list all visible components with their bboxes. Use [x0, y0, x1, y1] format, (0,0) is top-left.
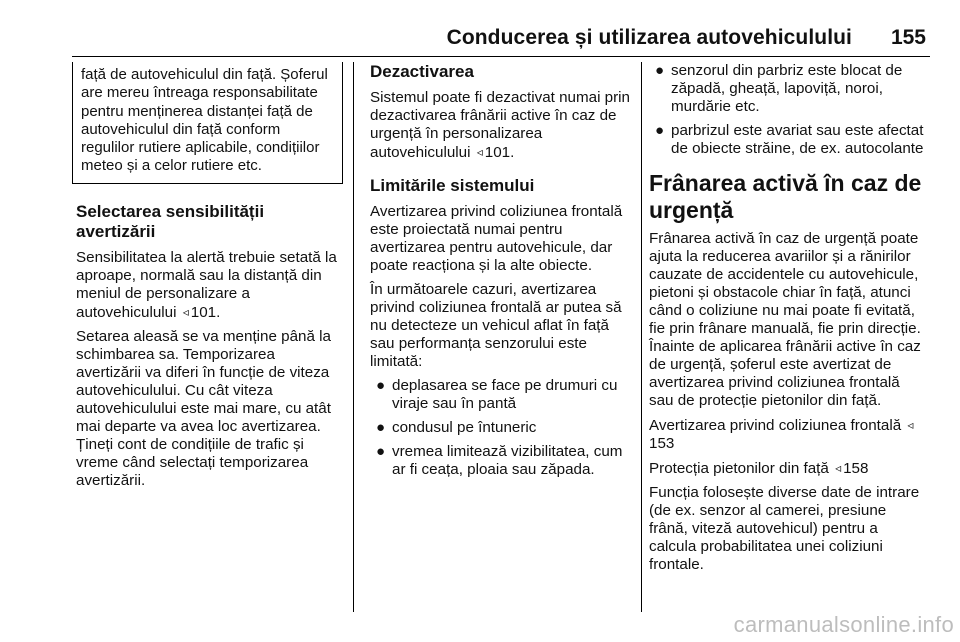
paragraph: Setarea aleasă se va menține până la schimbarea sa. Temporizarea avertizării va diferi în funcție de viteza autovehiculului. Cu cât viteza autovehiculului este mai mare, cu atât mai departe va avea loc avertizarea. Țineți cont de condițiile de trafic și vreme când selectați temporizarea avertizării. — [76, 327, 331, 489]
bullet-list — [370, 377, 635, 479]
list-item — [649, 122, 927, 158]
page-title: Conducerea și utilizarea autovehiculului — [446, 26, 852, 49]
cross-reference-text: Avertizarea privind coliziunea frontală — [649, 417, 902, 434]
cross-reference — [649, 416, 927, 453]
bullet-icon: ● — [376, 443, 386, 460]
list-item-text: parbrizul este avariat sau este afectat de obiecte străine, de ex. autocolante — [671, 122, 924, 157]
paragraph: În următoarele cazuri, avertizarea privind coliziunea frontală ar putea să nu detecteze un vehicul aflat în față sau performanța senzorului este limitată: — [370, 281, 622, 370]
bullet-icon: ● — [655, 62, 665, 79]
column-divider — [641, 62, 642, 612]
paragraph: Funcția folosește diverse date de intrare (de ex. senzor al camerei, presiune frână, viteză autovehicul) pentru a calcula probabilitatea unei coliziuni frontale. — [649, 484, 920, 573]
bullet-list — [649, 62, 927, 158]
column-1 — [76, 62, 341, 496]
cross-reference-text: Protecția pietonilor din față — [649, 460, 829, 477]
paragraph: Avertizarea privind coliziunea frontală este proiectată numai pentru avertizarea pentru autovehicule, dar poate reacționa și la alte obiecte. — [370, 203, 623, 274]
section-title-limitations: Limitările sistemului — [370, 176, 535, 195]
cross-reference — [649, 459, 927, 478]
column-divider — [353, 62, 354, 612]
paragraph — [370, 89, 635, 162]
paragraph: Frânarea activă în caz de urgență poate ajuta la reducerea avariilor și a rănirilor cauzate de accidentele cu autovehicule, pietoni și obstacole chiar în față, atunci când o coliziune nu mai poate fi evitată, fie prin frânare manuală, fie prin direcție. Înainte de aplicarea frânării active în caz de urgență, șoferul este avertizat de avertizarea privind coliziunea frontală sau de protecție pietonilor din față. — [649, 230, 921, 409]
list-item — [370, 419, 635, 437]
page-ref[interactable]: 153 — [649, 435, 675, 452]
bullet-icon: ● — [376, 419, 386, 436]
list-item-text: deplasarea se face pe drumuri cu viraje sau în pantă — [392, 377, 618, 412]
paragraph-text: Sensibilitatea la alertă trebuie setată la aproape, normală sau la distanță din meniul de personalizare a autovehiculului — [76, 248, 337, 321]
note-text: față de autovehiculul din față. Șoferul are mereu întreaga responsabilitate pentru menținerea distanței față de autovehiculul din față conform regulilor rutiere aplicabile, condițiilor meteo și a celor rutiere etc. — [81, 66, 328, 175]
list-item — [370, 377, 635, 413]
list-item-text: senzorul din parbriz este blocat de zăpadă, gheață, lapoviță, noroi, murdărie etc. — [671, 62, 903, 115]
section-title-deactivation: Dezactivarea — [370, 62, 474, 81]
list-item — [649, 62, 927, 116]
page-ref[interactable]: 158 — [843, 460, 869, 477]
list-item-text: condusul pe întuneric — [392, 419, 537, 436]
bullet-icon: ● — [376, 377, 386, 394]
page-ref[interactable]: 101. — [190, 303, 221, 321]
page-header — [72, 22, 930, 57]
paragraph — [76, 249, 341, 322]
section-heading-emergency-braking: Frânarea activă în caz de urgență — [649, 170, 922, 223]
page-number: 155 — [890, 26, 926, 49]
page-ref-arrow-icon: ◃ — [182, 304, 189, 319]
list-item-text: vremea limitează vizibilitatea, cum ar fi ceața, ploaia sau zăpada. — [392, 443, 623, 478]
note-box — [72, 62, 343, 184]
column-2 — [370, 62, 635, 485]
paragraph-text: Sistemul poate fi dezactivat numai prin dezactivarea frânării active în caz de urgență în personalizarea autovehiculului — [370, 89, 631, 161]
column-3 — [649, 62, 927, 580]
page-ref-arrow-icon: ◃ — [907, 418, 914, 432]
page-ref[interactable]: 101. — [484, 144, 515, 161]
bullet-icon: ● — [655, 122, 665, 139]
list-item — [370, 443, 635, 479]
watermark: carmanualsonline.info — [733, 612, 954, 637]
page-ref-arrow-icon: ◃ — [476, 145, 483, 159]
section-title-sensitivity: Selectarea sensibilității avertizării — [76, 201, 265, 241]
page-ref-arrow-icon: ◃ — [835, 461, 842, 475]
